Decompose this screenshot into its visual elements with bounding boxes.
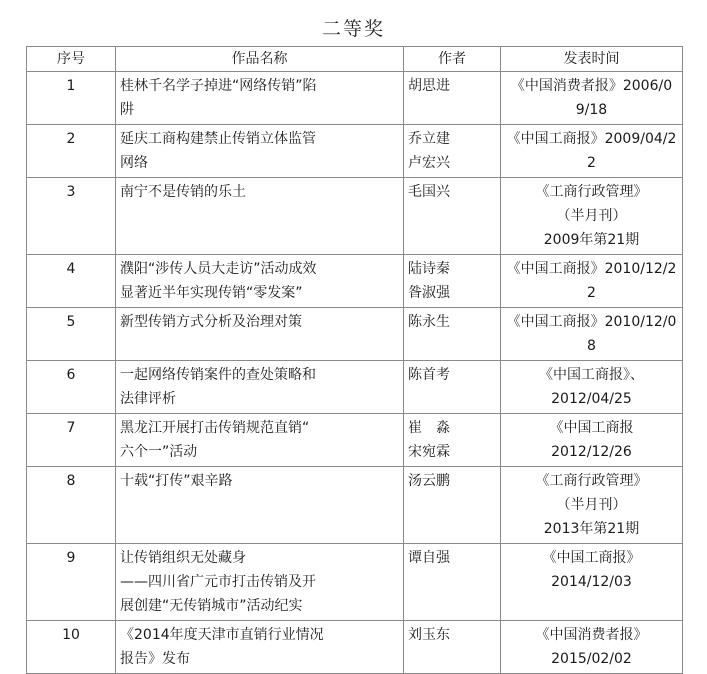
cell-author	[404, 72, 501, 125]
cell-title	[116, 467, 404, 544]
cell-title-line: 十载“打传”艰辛路	[120, 473, 233, 489]
cell-author	[404, 544, 501, 621]
cell-title-line: 桂林千名学子掉进“网络传销”陷	[120, 78, 317, 94]
cell-date-line: 9/18	[575, 102, 608, 118]
header-author: 作者	[404, 47, 501, 72]
cell-title	[116, 178, 404, 255]
table-row	[27, 125, 683, 178]
cell-author-line: 卢宏兴	[408, 155, 450, 171]
cell-date-line: 2012/12/26	[551, 444, 632, 460]
cell-num: 9	[27, 544, 116, 621]
cell-title-line: 报告》发布	[120, 651, 190, 667]
cell-date-line: 2009年第21期	[543, 232, 640, 248]
cell-date-line: 《中国工商报》2010/12/0	[506, 314, 677, 330]
cell-title	[116, 308, 404, 361]
cell-author	[404, 308, 501, 361]
cell-author	[404, 255, 501, 308]
cell-num: 8	[27, 467, 116, 544]
cell-title-line: 一起网络传销案件的查处策略和	[120, 367, 316, 383]
cell-title	[116, 72, 404, 125]
cell-title-line: 濮阳“涉传人员大走访”活动成效	[120, 261, 317, 277]
cell-num: 2	[27, 125, 116, 178]
cell-title	[116, 361, 404, 414]
cell-title-line: 网络	[120, 155, 148, 171]
cell-date-line: 《中国消费者报》	[535, 627, 648, 643]
cell-date	[501, 72, 683, 125]
cell-author-line: 宋宛霖	[408, 444, 450, 460]
cell-title	[116, 544, 404, 621]
cell-title	[116, 414, 404, 467]
table-row	[27, 72, 683, 125]
cell-author	[404, 414, 501, 467]
cell-author-line: 谭自强	[408, 550, 450, 566]
cell-date-line: 8	[587, 338, 596, 354]
cell-author-line: 昝淑强	[408, 285, 450, 301]
cell-title-line: 法律评析	[120, 391, 176, 407]
cell-title-line: 展创建“无传销城市”活动纪实	[120, 598, 303, 614]
cell-date-line: （半月刊）	[556, 208, 627, 224]
cell-title	[116, 621, 404, 674]
table-body	[27, 72, 683, 674]
header-name: 作品名称	[116, 47, 404, 72]
cell-date	[501, 125, 683, 178]
cell-title-line: 《2014年度天津市直销行业情况	[120, 627, 324, 643]
cell-date-line: 2012/04/25	[551, 391, 632, 407]
cell-author	[404, 178, 501, 255]
cell-date	[501, 621, 683, 674]
table-row	[27, 467, 683, 544]
cell-date	[501, 414, 683, 467]
cell-date-line: 2	[587, 155, 596, 171]
cell-num: 7	[27, 414, 116, 467]
cell-date-line: 2015/02/02	[551, 651, 632, 667]
cell-date-line: 《中国消费者报》2006/0	[510, 78, 673, 94]
cell-author-line: 崔 淼	[408, 420, 450, 436]
cell-title-line: 黑龙江开展打击传销规范直销“	[120, 420, 310, 436]
cell-author	[404, 467, 501, 544]
cell-title-line: 阱	[120, 102, 134, 118]
cell-date	[501, 178, 683, 255]
cell-title-line: 让传销组织无处藏身	[120, 550, 246, 566]
cell-num: 1	[27, 72, 116, 125]
table-row	[27, 414, 683, 467]
cell-num: 6	[27, 361, 116, 414]
cell-date-line: 2013年第21期	[543, 521, 640, 537]
cell-date-line: 2	[587, 285, 596, 301]
table-row	[27, 255, 683, 308]
cell-author-line: 毛国兴	[408, 184, 450, 200]
cell-num: 3	[27, 178, 116, 255]
cell-title-line: 南宁不是传销的乐土	[120, 184, 246, 200]
cell-author	[404, 361, 501, 414]
cell-date-line: 《中国工商报》、	[539, 367, 644, 383]
header-row	[27, 47, 683, 72]
cell-author-line: 胡思进	[408, 78, 450, 94]
cell-title-line: 延庆工商构建禁止传销立体监管	[120, 131, 316, 147]
header-num: 序号	[27, 47, 116, 72]
cell-date	[501, 361, 683, 414]
header-date: 发表时间	[501, 47, 683, 72]
cell-title	[116, 255, 404, 308]
cell-date-line: 2014/12/03	[551, 574, 632, 590]
cell-author-line: 陈首考	[408, 367, 450, 383]
cell-author-line: 陆诗秦	[408, 261, 450, 277]
cell-author	[404, 621, 501, 674]
cell-num: 10	[27, 621, 116, 674]
cell-date-line: 《工商行政管理》	[535, 184, 648, 200]
page-title: 二等奖	[321, 18, 385, 40]
cell-date-line: 《中国工商报》	[542, 550, 641, 566]
table-row	[27, 621, 683, 674]
cell-date	[501, 544, 683, 621]
table-row	[27, 308, 683, 361]
cell-author-line: 陈永生	[408, 314, 450, 330]
cell-date-line: 《工商行政管理》	[535, 473, 648, 489]
cell-author-line: 汤云鹏	[408, 473, 450, 489]
table-row	[27, 544, 683, 621]
cell-num: 4	[27, 255, 116, 308]
cell-date	[501, 467, 683, 544]
cell-date-line: 《中国工商报》2010/12/2	[506, 261, 677, 277]
cell-author	[404, 125, 501, 178]
cell-author-line: 乔立建	[408, 131, 450, 147]
table-row	[27, 361, 683, 414]
cell-date-line: （半月刊）	[556, 497, 627, 513]
cell-date-line: 《中国工商报》2009/04/2	[506, 131, 677, 147]
cell-title-line: ——四川省广元市打击传销及开	[120, 574, 316, 590]
cell-date	[501, 255, 683, 308]
cell-date-line: 《中国工商报	[549, 420, 634, 436]
cell-author-line: 刘玉东	[408, 627, 450, 643]
cell-title-line: 新型传销方式分析及治理对策	[120, 314, 302, 330]
cell-date	[501, 308, 683, 361]
cell-num: 5	[27, 308, 116, 361]
awards-table	[26, 46, 683, 674]
cell-title-line: 六个一”活动	[120, 444, 198, 460]
cell-title-line: 显著近半年实现传销“零发案”	[120, 285, 303, 301]
cell-title	[116, 125, 404, 178]
table-row	[27, 178, 683, 255]
